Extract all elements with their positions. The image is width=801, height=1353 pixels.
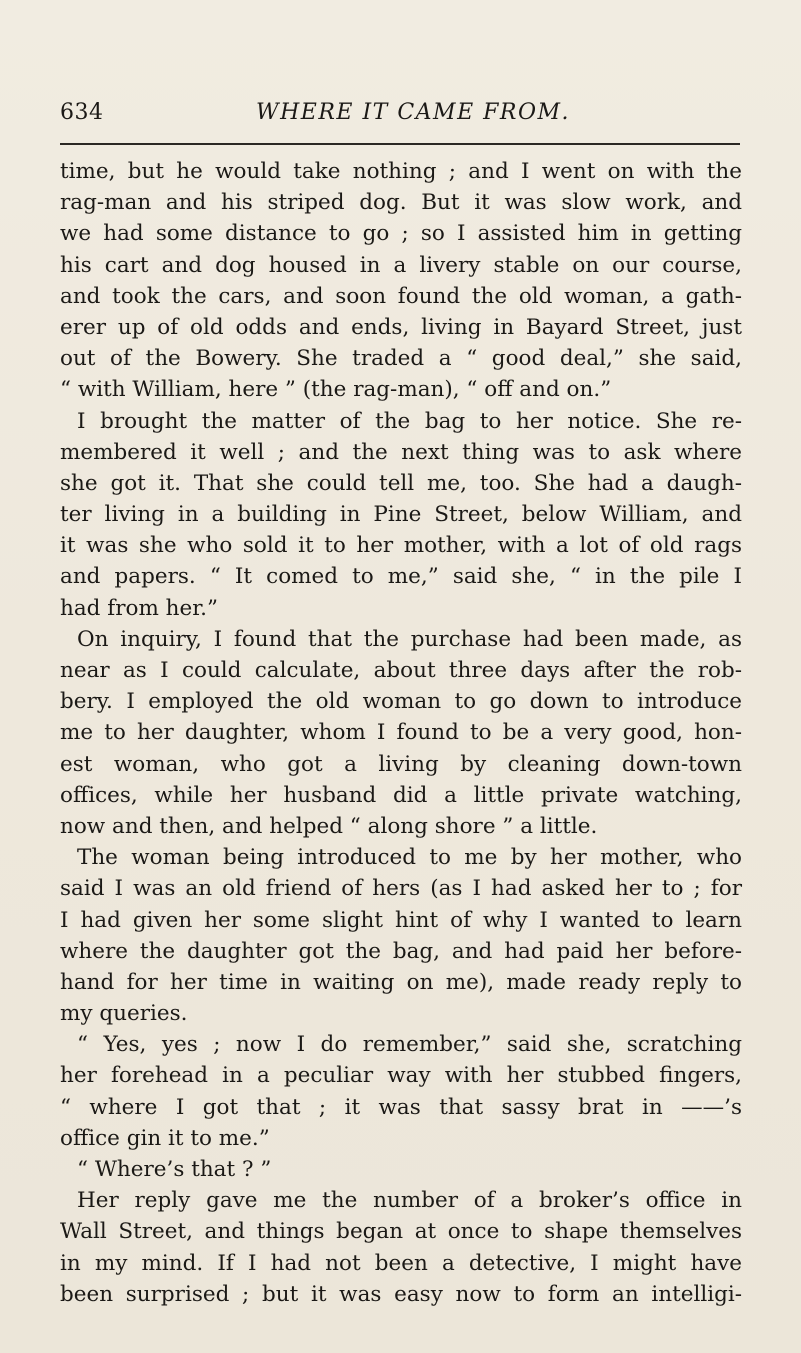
text-line: me to her daughter, whom I found to be a very good, hon- bbox=[60, 720, 742, 746]
text-line: rag-man and his striped dog. But it was slow work, and bbox=[60, 190, 742, 216]
header-rule bbox=[60, 143, 740, 145]
text-line: my queries. bbox=[60, 1001, 188, 1027]
paragraph-start-line: The woman being introduced to me by her mother, who bbox=[77, 845, 742, 871]
page-header bbox=[60, 100, 740, 134]
paragraph-start-line: I brought the matter of the bag to her notice. She re- bbox=[77, 408, 742, 434]
text-line: she got it. That she could tell me, too. She had a daugh- bbox=[60, 470, 742, 496]
text-line: office gin it to me.” bbox=[60, 1125, 270, 1151]
text-line: ter living in a building in Pine Street, below William, and bbox=[60, 502, 742, 528]
text-line: been surprised ; but it was easy now to form an intelligi- bbox=[60, 1281, 742, 1307]
text-line: and took the cars, and soon found the old woman, a gath- bbox=[60, 283, 742, 309]
paragraph-start-line: On inquiry, I found that the purchase had been made, as bbox=[77, 626, 742, 652]
text-line: had from her.” bbox=[60, 595, 218, 621]
paragraph-start-line: “ Yes, yes ; now I do remember,” said she, scratching bbox=[77, 1032, 742, 1058]
paragraph-start-line: “ Where’s that ? ” bbox=[77, 1157, 272, 1182]
text-line: erer up of old odds and ends, living in Bayard Street, just bbox=[60, 314, 742, 340]
text-line: out of the Bowery. She traded a “ good deal,” she said, bbox=[60, 346, 742, 372]
text-line: bery. I employed the old woman to go down to introduce bbox=[60, 689, 742, 715]
text-line: it was she who sold it to her mother, with a lot of old rags bbox=[60, 533, 742, 559]
text-line: near as I could calculate, about three days after the rob- bbox=[60, 658, 742, 683]
text-line: “ with William, here ” (the rag-man), “ off and on.” bbox=[60, 377, 612, 403]
text-line: I had given her some slight hint of why I wanted to learn bbox=[60, 907, 742, 933]
paragraph-start-line: Her reply gave me the number of a broker’s office in bbox=[77, 1188, 742, 1214]
text-line: his cart and dog housed in a livery stable on our course, bbox=[60, 252, 742, 278]
page-number: 634 bbox=[60, 100, 104, 125]
text-line: where the daughter got the bag, and had paid her before- bbox=[60, 938, 742, 964]
text-line: membered it well ; and the next thing was to ask where bbox=[60, 439, 742, 465]
text-line: in my mind. If I had not been a detective, I might have bbox=[60, 1250, 742, 1276]
text-line: we had some distance to go ; so I assisted him in getting bbox=[60, 221, 742, 247]
text-line: and papers. “ It comed to me,” said she, “ in the pile I bbox=[60, 564, 742, 590]
text-line: “ where I got that ; it was that sassy brat in ——’s bbox=[60, 1094, 742, 1120]
text-line: her forehead in a peculiar way with her stubbed fingers, bbox=[60, 1063, 742, 1089]
text-line: est woman, who got a living by cleaning down-town bbox=[60, 751, 742, 777]
text-line: now and then, and helped “ along shore ” a little. bbox=[60, 813, 598, 839]
text-line: time, but he would take nothing ; and I went on with the bbox=[60, 159, 742, 184]
text-line: hand for her time in waiting on me), made ready reply to bbox=[60, 969, 742, 995]
body-text bbox=[60, 156, 742, 1310]
text-line: Wall Street, and things began at once to shape themselves bbox=[60, 1219, 742, 1245]
text-line: offices, while her husband did a little private watching, bbox=[60, 782, 742, 808]
text-line: said I was an old friend of hers (as I had asked her to ; for bbox=[60, 876, 742, 902]
running-head: WHERE IT CAME FROM. bbox=[256, 100, 571, 125]
